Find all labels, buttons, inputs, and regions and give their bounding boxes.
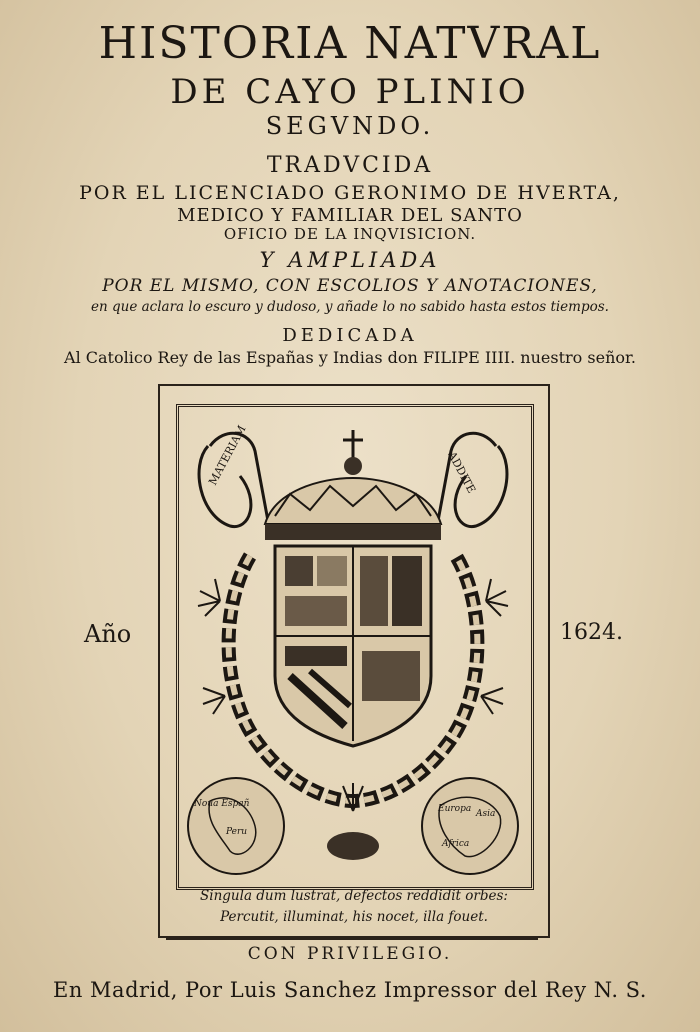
golden-fleece-icon (327, 832, 379, 860)
translator-line-2: MEDICO Y FAMILIAR DEL SANTO (177, 205, 523, 226)
book-title-line-2: DE CAYO PLINIO (170, 72, 530, 112)
dedication-line: Al Catolico Rey de las Españas y Indias don FILIPE IIII. nuestro señor. (64, 348, 636, 367)
translator-line-1: POR EL LICENCIADO GERONIMO DE HVERTA, (79, 182, 621, 204)
globe-left-label-2: Peru (226, 827, 248, 837)
globe-left-label-1: Noua Españ (194, 799, 250, 809)
globe-left-icon (188, 778, 284, 874)
date-year: 1624. (560, 620, 623, 645)
amplification-line-2: en que aclara lo escuro y dudoso, y añade lo no sabido hasta estos tiempos. (91, 299, 609, 315)
royal-coat-of-arms-woodcut (180, 406, 526, 882)
ribbon-left-motto: MATERIAM (206, 423, 249, 488)
emblem-frame-rule (166, 938, 538, 940)
ribbon-right-motto: ADDITE (445, 449, 479, 496)
book-title-line-1: HISTORIA NATVRAL (98, 18, 602, 69)
globe-right-label-1: Europa (438, 804, 472, 814)
dedication-heading: DEDICADA (282, 325, 418, 346)
amplification-line-1: POR EL MISMO, CON ESCOLIOS Y ANOTACIONES, (102, 276, 598, 296)
emblem-motto (178, 886, 530, 928)
globe-right-label-3: Africa (442, 839, 470, 849)
globe-right-label-2: Asia (476, 809, 496, 819)
emblem-motto-line-2: Percutit, illuminat, his nocet, illa fouet. (220, 909, 488, 925)
date-label: Año (84, 620, 132, 648)
amplification-heading: Y AMPLIADA (259, 248, 441, 272)
globe-right-icon (422, 778, 518, 874)
crown-icon (265, 430, 441, 540)
translator-line-3: OFICIO DE LA INQVISICION. (223, 225, 477, 243)
emblem-motto-line-1: Singula dum lustrat, defectos reddidit orbes: (200, 888, 508, 904)
printer-imprint: En Madrid, Por Luis Sanchez Impressor del Rey N. S. (53, 978, 647, 1002)
book-title-line-3: SEGVNDO. (265, 112, 435, 140)
translation-heading: TRADVCIDA (266, 153, 434, 178)
privilege-line: CON PRIVILEGIO. (247, 944, 453, 964)
